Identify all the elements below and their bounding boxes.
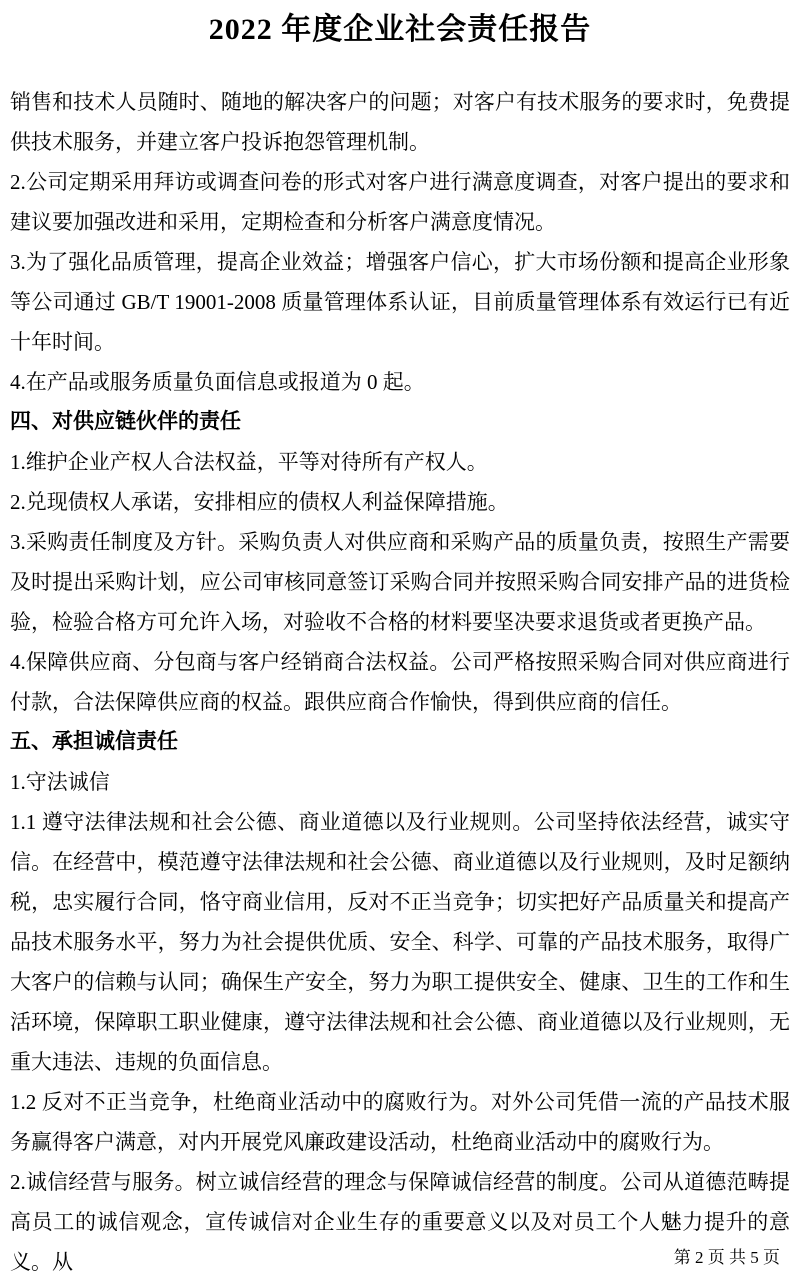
paragraph-procurement-policy: 3.采购责任制度及方针。采购负责人对供应商和采购产品的质量负责，按照生产需要及时提出采购计划，应公司审核同意签订采购合同并按照采购合同安排产品的进货检验，检验合格方可允许入场，对验收不合格的材料要坚决要求退货或者更换产品。: [10, 530, 790, 634]
paragraph-integrity-operation: 2.诚信经营与服务。树立诚信经营的理念与保障诚信经营的制度。公司从道德范畴提高员工的诚信观念，宣传诚信对企业生存的重要意义以及对员工个人魅力提升的意义。从: [10, 1170, 790, 1274]
paragraph-property-rights: 1.维护企业产权人合法权益，平等对待所有产权人。: [10, 450, 488, 474]
section-heading-supply-chain: 四、对供应链伙伴的责任: [10, 410, 241, 433]
section-heading-integrity: 五、承担诚信责任: [10, 730, 178, 753]
paragraph-creditor-commitments: 2.兑现债权人承诺，安排相应的债权人利益保障措施。: [10, 490, 509, 514]
paragraph-supplier-rights: 4.保障供应商、分包商与客户经销商合法权益。公司严格按照采购合同对供应商进行付款，合法保障供应商的权益。跟供应商合作愉快，得到供应商的信任。: [10, 650, 790, 714]
page-number: 第 2 页 共 5 页: [673, 1248, 780, 1267]
document-page: [0, 4, 800, 1282]
paragraph-customer-service: 销售和技术人员随时、随地的解决客户的问题；对客户有技术服务的要求时，免费提供技术服务，并建立客户投诉抱怨管理机制。: [10, 90, 790, 154]
paragraph-anti-corruption: 1.2 反对不正当竞争，杜绝商业活动中的腐败行为。对外公司凭借一流的产品技术服务赢得客户满意，对内开展党风廉政建设活动，杜绝商业活动中的腐败行为。: [10, 1090, 790, 1154]
paragraph-quality-certification: 3.为了强化品质管理，提高企业效益；增强客户信心，扩大市场份额和提高企业形象等公司通过 GB/T 19001-2008 质量管理体系认证，目前质量管理体系有效运行已有近十年时间。: [10, 250, 790, 354]
paragraph-negative-reports: 4.在产品或服务质量负面信息或报道为 0 起。: [10, 370, 425, 394]
document-body: [10, 82, 790, 1282]
paragraph-satisfaction-survey: 2.公司定期采用拜访或调查问卷的形式对客户进行满意度调查，对客户提出的要求和建议要加强改进和采用，定期检查和分析客户满意度情况。: [10, 170, 790, 234]
page-title: 2022 年度企业社会责任报告: [208, 13, 592, 46]
paragraph-compliance-detail: 1.1 遵守法律法规和社会公德、商业道德以及行业规则。公司坚持依法经营，诚实守信。在经营中，模范遵守法律法规和社会公德、商业道德以及行业规则，及时足额纳税，忠实履行合同，恪守商业信用，反对不正当竞争；切实把好产品质量关和提高产品技术服务水平，努力为社会提供优质、安全、科学、可靠的产品技术服务，取得广大客户的信赖与认同；确保生产安全，努力为职工提供安全、健康、卫生的工作和生活环境，保障职工职业健康，遵守法律法规和社会公德、商业道德以及行业规则，无重大违法、违规的负面信息。: [10, 810, 790, 1074]
paragraph-law-abiding-integrity: 1.守法诚信: [10, 770, 110, 794]
